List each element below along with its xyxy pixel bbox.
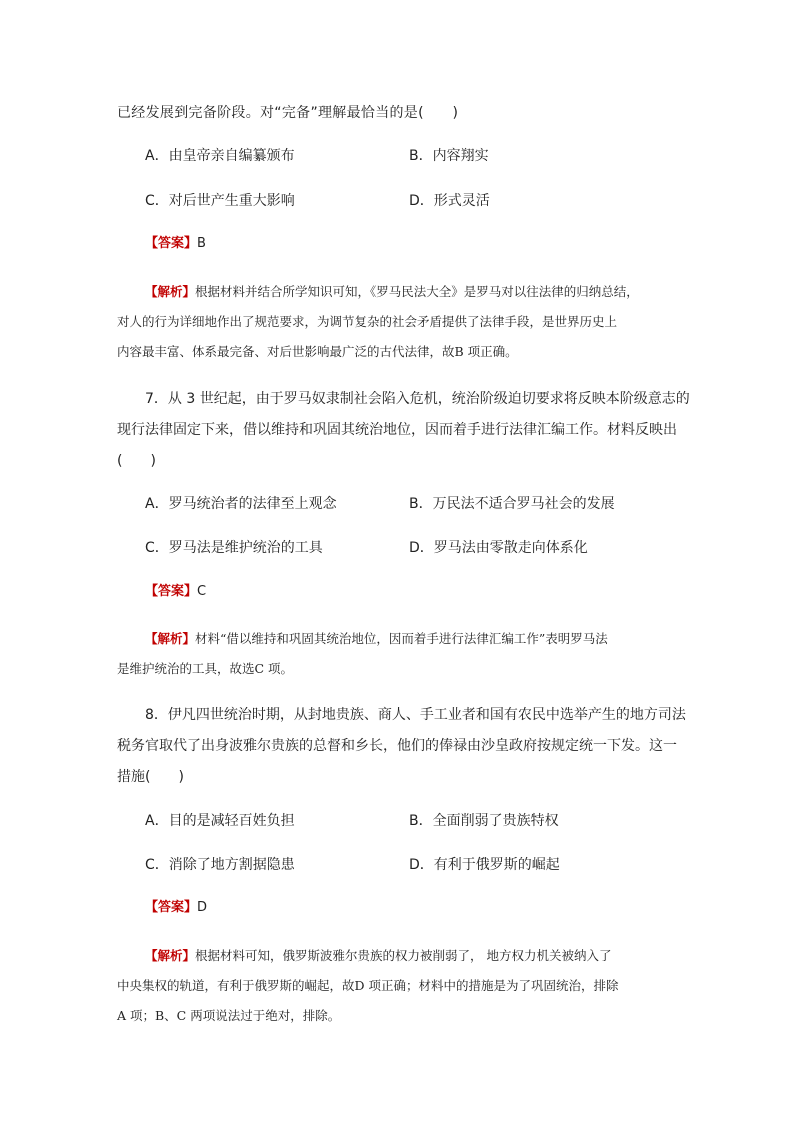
q8-stem-line: 8．伊凡四世统治时期，从封地贵族、商人、手工业者和国有农民中选举产生的地方司法 — [145, 707, 686, 723]
explanation-line: A 项；B、C 两项说法过于绝对，排除。 — [117, 1008, 341, 1023]
q7-stem-line: ( ) — [117, 453, 156, 469]
answer-value: C — [197, 584, 207, 599]
answer-value: B — [197, 236, 206, 251]
q7-stem-line: 7．从 3 世纪起，由于罗马奴隶制社会陷入危机，统治阶级迫切要求将反映本阶级意志的 — [145, 391, 690, 407]
q6-option-a: A．由皇帝亲自编纂颁布 — [145, 148, 295, 164]
q8-explanation — [117, 941, 687, 1031]
explanation-line: 是维护统治的工具，故选C 项。 — [117, 661, 294, 676]
explanation-tag: 【解析】 — [145, 948, 196, 963]
explanation-tag: 【解析】 — [145, 631, 196, 646]
q6-explanation — [117, 277, 687, 367]
q7-stem — [117, 384, 690, 477]
q7-options-row-2 — [145, 537, 685, 559]
q6-option-b: B．内容翔实 — [409, 148, 489, 164]
answer-value: D — [197, 900, 208, 915]
explanation-line: 材料“借以维持和巩固其统治地位，因而着手进行法律汇编工作”表明罗马法 — [195, 631, 608, 646]
q7-explanation — [117, 624, 687, 684]
explanation-tag: 【解析】 — [145, 284, 196, 299]
q8-option-b: B．全面削弱了贵族特权 — [409, 813, 559, 829]
q7-option-c: C．罗马法是维护统治的工具 — [145, 540, 323, 556]
q6-answer — [145, 234, 206, 254]
q8-option-d: D．有利于俄罗斯的崛起 — [409, 857, 560, 873]
q7-option-b: B．万民法不适合罗马社会的发展 — [409, 496, 615, 512]
q6-options-row-2 — [145, 190, 685, 212]
q8-stem-line: 措施( ) — [117, 769, 184, 785]
q8-stem-line: 税务官取代了出身波雅尔贵族的总督和乡长，他们的俸禄由沙皇政府按规定统一下发。这一 — [117, 738, 677, 754]
q7-option-a: A．罗马统治者的法律至上观念 — [145, 496, 337, 512]
q7-answer — [145, 582, 206, 602]
q6-options-row-1 — [145, 145, 685, 167]
explanation-line: 根据材料并结合所学知识可知，《罗马民法大全》是罗马对以往法律的归纳总结， — [195, 284, 639, 299]
q6-option-d: D．形式灵活 — [409, 193, 490, 209]
q6-stem: 已经发展到完备阶段。对“完备”理解最恰当的是( ) — [117, 105, 459, 121]
q8-options-row-1 — [145, 810, 685, 832]
q7-option-d: D．罗马法由零散走向体系化 — [409, 540, 588, 556]
q8-option-c: C．消除了地方割据隐患 — [145, 857, 295, 873]
q7-options-row-1 — [145, 493, 685, 515]
q8-option-a: A．目的是减轻百姓负担 — [145, 813, 295, 829]
explanation-line: 中央集权的轨道，有利于俄罗斯的崛起，故D 项正确；材料中的措施是为了巩固统治，排除 — [117, 978, 619, 993]
q8-stem — [117, 700, 686, 793]
q6-option-c: C．对后世产生重大影响 — [145, 193, 295, 209]
explanation-line: 内容最丰富、体系最完备、对后世影响最广泛的古代法律，故B 项正确。 — [117, 344, 518, 359]
answer-tag: 【答案】 — [145, 584, 198, 599]
explanation-line: 对人的行为详细地作出了规范要求，为调节复杂的社会矛盾提供了法律手段，是世界历史上 — [117, 314, 618, 329]
explanation-line: 根据材料可知，俄罗斯波雅尔贵族的权力被削弱了， 地方权力机关被纳入了 — [195, 948, 612, 963]
q7-stem-line: 现行法律固定下来，借以维持和巩固其统治地位，因而着手进行法律汇编工作。材料反映出 — [117, 422, 677, 438]
answer-tag: 【答案】 — [145, 236, 198, 251]
answer-tag: 【答案】 — [145, 900, 198, 915]
q8-answer — [145, 898, 207, 918]
q8-options-row-2 — [145, 854, 685, 876]
